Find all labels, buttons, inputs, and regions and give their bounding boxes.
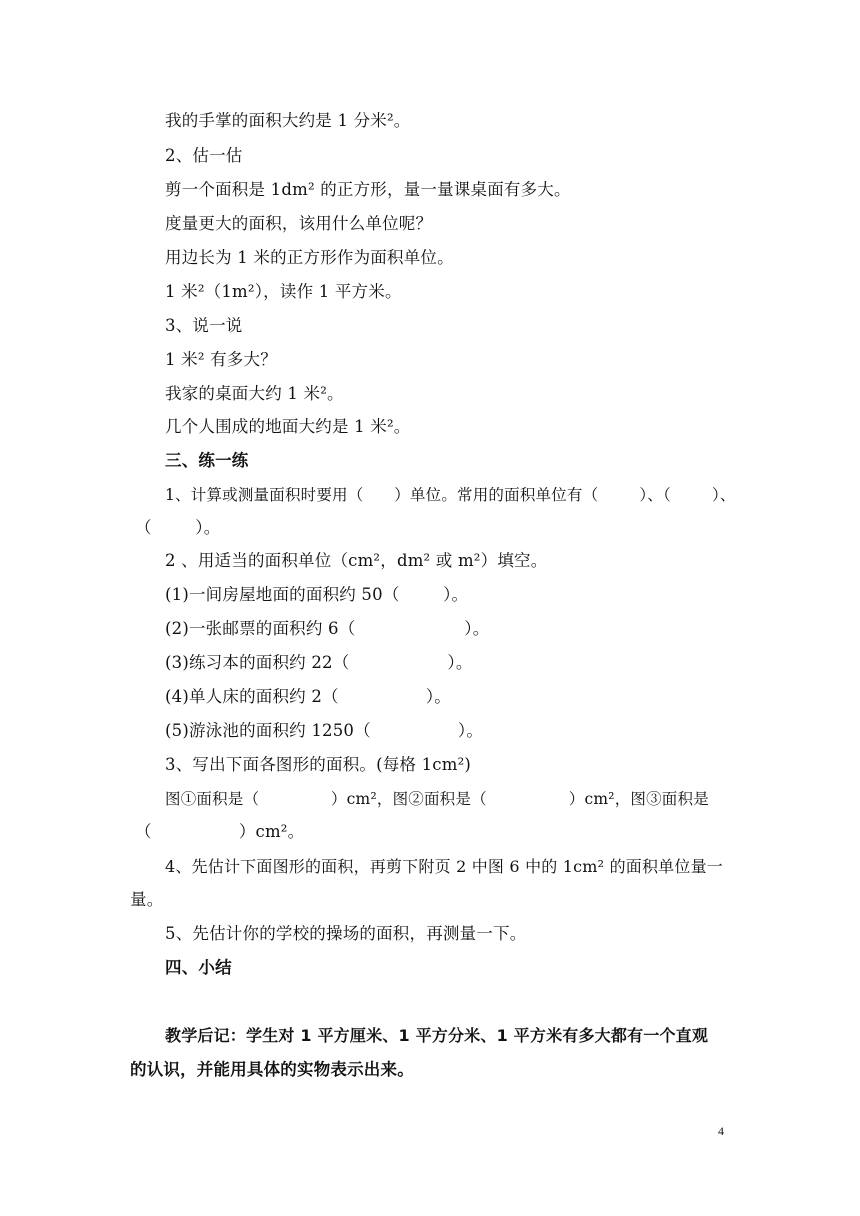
exercise-line: 量。 <box>130 890 164 909</box>
text-line: 1 米²（1m²），读作 1 平方米。 <box>165 282 402 301</box>
exercise-line: 5、先估计你的学校的操场的面积，再测量一下。 <box>165 924 527 943</box>
exercise-line: 4、先估计下面图形的面积，再剪下附页 2 中图 6 中的 1cm² 的面积单位量一 <box>165 857 723 876</box>
exercise-line: 2 、用适当的面积单位（cm²，dm² 或 m²）填空。 <box>165 551 548 570</box>
text-line: 用边长为 1 米的正方形作为面积单位。 <box>165 248 454 267</box>
text-line: 几个人围成的地面大约是 1 米²。 <box>165 417 411 436</box>
text-line: 我的手掌的面积大约是 1 分米²。 <box>165 111 411 130</box>
subsection-heading: 2、估一估 <box>165 146 243 165</box>
text-line: 1 米² 有多大？ <box>165 350 277 369</box>
exercise-line: (3)练习本的面积约 22（ ）。 <box>165 653 473 672</box>
exercise-line: (1)一间房屋地面的面积约 50（ ）。 <box>165 585 469 604</box>
exercise-line: 3、写出下面各图形的面积。(每格 1cm²) <box>165 755 472 774</box>
exercise-line: （ ）。 <box>135 518 221 537</box>
exercise-line: (5)游泳池的面积约 1250（ ）。 <box>165 721 484 740</box>
teaching-notes: 教学后记：学生对 1 平方厘米、1 平方分米、1 平方米有多大都有一个直观 <box>165 1026 709 1045</box>
text-line: 剪一个面积是 1dm² 的正方形，量一量课桌面有多大。 <box>165 180 571 199</box>
page-number: 4 <box>718 1124 724 1138</box>
section-heading: 三、练一练 <box>165 451 249 470</box>
exercise-line: (4)单人床的面积约 2（ ）。 <box>165 687 451 706</box>
section-heading: 四、小结 <box>165 958 232 977</box>
text-line: 我家的桌面大约 1 米²。 <box>165 384 344 403</box>
exercise-line: 图①面积是（ ）cm²，图②面积是（ ）cm²，图③面积是 <box>165 790 709 808</box>
exercise-line: 1、计算或测量面积时要用（ ）单位。常用的面积单位有（ ）、（ ）、 <box>165 486 736 504</box>
exercise-line: （ ）cm²。 <box>135 822 305 841</box>
teaching-notes: 的认识，并能用具体的实物表示出来。 <box>130 1060 414 1079</box>
exercise-line: (2)一张邮票的面积约 6（ ）。 <box>165 619 490 638</box>
subsection-heading: 3、说一说 <box>165 316 243 335</box>
text-line: 度量更大的面积，该用什么单位呢？ <box>165 214 433 233</box>
